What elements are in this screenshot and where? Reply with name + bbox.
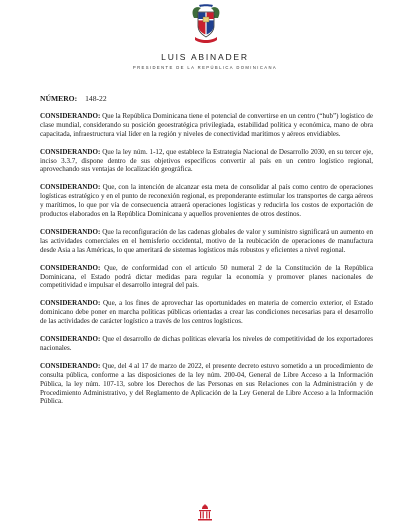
paragraph-lead: CONSIDERANDO: (40, 335, 101, 344)
considerando-paragraph (40, 299, 373, 326)
paragraph-lead: CONSIDERANDO: (40, 183, 101, 192)
paragraph-text: Que la reconfiguración de las cadenas globales de valor y suministro significará un aumento en las actividades comerciales en el hemisferio occidental, motivo de la reubicación de operaciones de manufactura desde Asia a las Américas, lo que ameritará de sistemas logísticos más robustos y eficientes a nivel regional. (40, 228, 373, 254)
paragraph-text: Que la República Dominicana tiene el potencial de convertirse en un centro (“hub”) logístico de clase mundial, considerando su posición geoestratégica privilegiada, estabilidad política y económica, mano de obra capacitada, infraestructura vial líder en la región y niveles de conectividad marítimos y aéreos envidiables. (40, 112, 373, 138)
decree-body (40, 94, 373, 415)
president-title: PRESIDENTE DE LA REPÚBLICA DOMINICANA (132, 65, 278, 70)
paragraph-lead: CONSIDERANDO: (40, 263, 101, 272)
considerando-paragraph (40, 148, 373, 175)
president-name: LUIS ABINADER (161, 52, 249, 62)
paragraph-text: Que, a los fines de aprovechar las oportunidades en materia de comercio exterior, el Estado dominicano debe poner en marcha políticas públicas orientadas a crear las condiciones necesarias para el desarrollo de las actividades de carácter logístico a través de los centros logísticos. (40, 299, 373, 326)
paragraph-lead: CONSIDERANDO: (40, 147, 101, 156)
paragraph-text: Que la ley núm. 1-12, que establece la Estrategia Nacional de Desarrollo 2030, en su tercer eje, inciso 3.3.7, dispone dentro de sus objetivos específicos convertir al país en un centro logístico regional, aprovechando sus ventajas de localización geográfica. (40, 147, 373, 174)
considerando-paragraph (40, 264, 373, 291)
considerando-paragraph (40, 112, 373, 139)
palace-icon (197, 504, 213, 522)
paragraph-text: Que el desarrollo de dichas políticas elevaría los niveles de competitividad de los exportadores nacionales. (40, 335, 373, 352)
paragraph-text: Que, con la intención de alcanzar esta meta de consolidar al país como centro de operaciones logísticas estratégico y en el punto de reconexión regional, es preponderante estimular los transportes de carga aéreos y marítimos, lo que por vía de consecuencia atraerá operaciones logísticas y reducirla los costos de exportación de productos elaborados en la República Dominicana y aquellos provenientes de otros destinos. (40, 183, 373, 218)
considerando-paragraph (40, 183, 373, 218)
paragraph-lead: CONSIDERANDO: (40, 299, 101, 308)
coat-of-arms-icon (189, 4, 223, 44)
decree-number-label: NÚMERO: (40, 94, 78, 103)
paragraph-lead: CONSIDERANDO: (40, 112, 101, 120)
decree-number-value: 148-22 (85, 94, 107, 103)
paragraph-lead: CONSIDERANDO: (40, 362, 101, 371)
paragraph-text: Que, del 4 al 17 de marzo de 2022, el presente decreto estuvo sometido a un procedimiento de consulta pública, conforme a las disposiciones de la ley núm. 200-04, General de Libre Acceso a la Información Pública, la ley núm. 107-13, sobre los Derechos de las Personas en sus Relaciones con la Administración y de Procedimiento Administrativo, y del Reglamento de Aplicación de la Ley General de Libre Acceso a la Información Pública. (40, 362, 373, 406)
decree-number (40, 94, 373, 103)
considerando-paragraph (40, 362, 373, 406)
considerando-paragraph (40, 228, 373, 255)
considerando-paragraph (40, 335, 373, 353)
paragraph-text: Que, de conformidad con el artículo 50 numeral 2 de la Constitución de la República Dominicana, el Estado podrá dictar medidas para regular la economía y promover planes nacionales de competitividad e impulsar el desarrollo integral del país. (40, 263, 373, 290)
paragraph-lead: CONSIDERANDO: (40, 228, 101, 236)
